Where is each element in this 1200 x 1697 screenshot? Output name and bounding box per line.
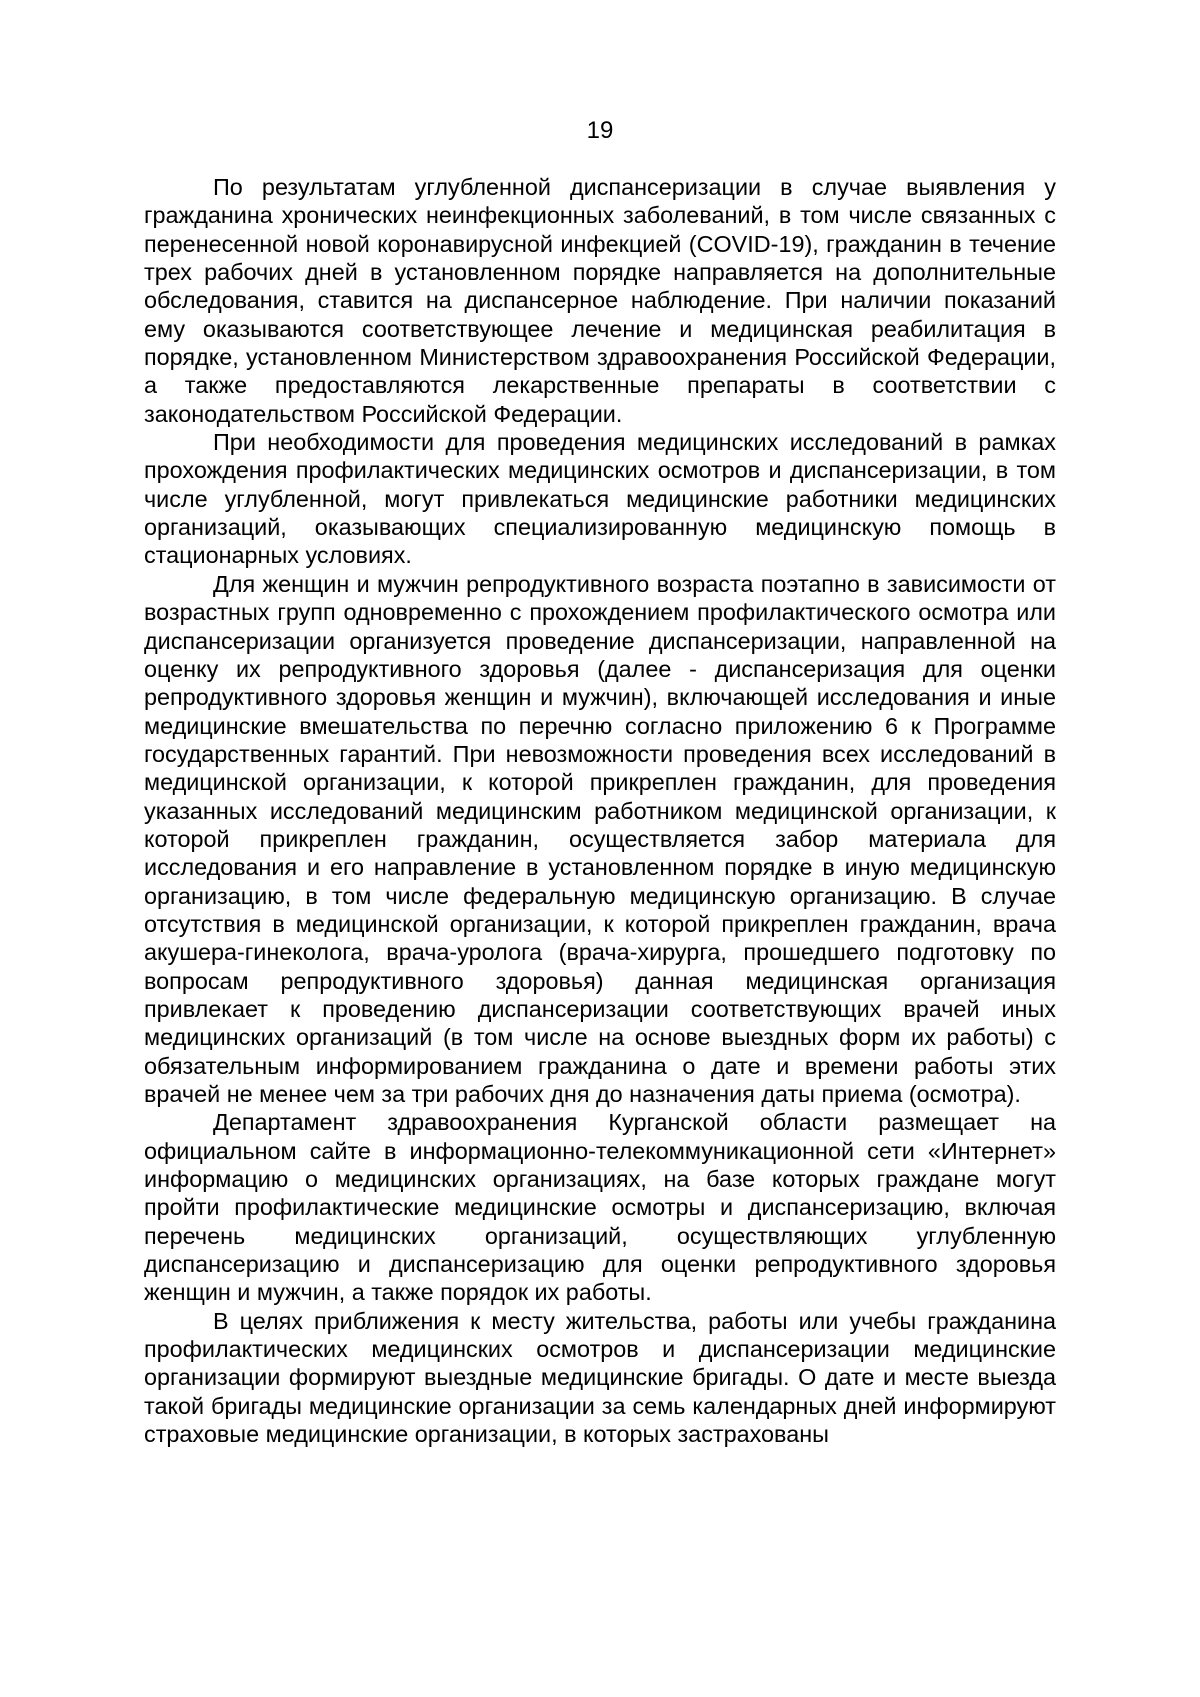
document-body — [144, 173, 1056, 1448]
paragraph-department-publication: Департамент здравоохранения Курганской области размещает на официальном сайте в информационно-телекоммуникационной сети «Интернет» информацию о медицинских организациях, на базе которых граждане могут пройти профилактические медицинские осмотры и диспансеризацию, включая перечень медицинских организаций, осуществляющих углубленную диспансеризацию и диспансеризацию для оценки репродуктивного здоровья женщин и мужчин, а также порядок их работы. — [144, 1109, 1056, 1306]
paragraph-deep-medical-exam-results: По результатам углубленной диспансеризации в случае выявления у гражданина хронических неинфекционных заболеваний, в том числе связанных с перенесенной новой коронавирусной инфекцией (COVID-19), гражданин в течение трех рабочих дней в установленном порядке направляется на дополнительные обследования, ставится на диспансерное наблюдение. При наличии показаний ему оказываются соответствующее лечение и медицинская реабилитация в порядке, установленном Министерством здравоохранения Российской Федерации, а также предоставляются лекарственные препараты в соответствии с законодательством Российской Федерации. — [144, 174, 1056, 427]
page-number: 19 — [586, 117, 614, 144]
paragraph-reproductive-health-screening: Для женщин и мужчин репродуктивного возраста поэтапно в зависимости от возрастных групп одновременно с прохождением профилактического осмотра или диспансеризации организуется проведение диспансеризации, направленной на оценку их репродуктивного здоровья (далее - диспансеризация для оценки репродуктивного здоровья женщин и мужчин), включающей исследования и иные медицинские вмешательства по перечню согласно приложению 6 к Программе государственных гарантий. При невозможности проведения всех исследований в медицинской организации, к которой прикреплен гражданин, для проведения указанных исследований медицинским работником медицинской организации, к которой прикреплен гражданин, осуществляется забор материала для исследования и его направление в установленном порядке в иную медицинскую организацию, в том числе федеральную медицинскую организацию. В случае отсутствия в медицинской организации, к которой прикреплен гражданин, врача акушера-гинеколога, врача-уролога (врача-хирурга, прошедшего подготовку по вопросам репродуктивного здоровья) данная медицинская организация привлекает к проведению диспансеризации соответствующих врачей иных медицинских организаций (в том числе на основе выездных форм их работы) с обязательным информированием гражданина о дате и времени работы этих врачей не менее чем за три рабочих дня до назначения даты приема (осмотра). — [144, 570, 1056, 1107]
paragraph-specialist-involvement: При необходимости для проведения медицинских исследований в рамках прохождения профилактических медицинских осмотров и диспансеризации, в том числе углубленной, могут привлекаться медицинские работники медицинских организаций, оказывающих специализированную медицинскую помощь в стационарных условиях. — [144, 429, 1056, 569]
paragraph-mobile-medical-teams: В целях приближения к месту жительства, работы или учебы гражданина профилактических медицинских осмотров и диспансеризации медицинские организации формируют выездные медицинские бригады. О дате и месте выезда такой бригады медицинские организации за семь календарных дней информируют страховые медицинские организации, в которых застрахованы — [144, 1307, 1056, 1448]
